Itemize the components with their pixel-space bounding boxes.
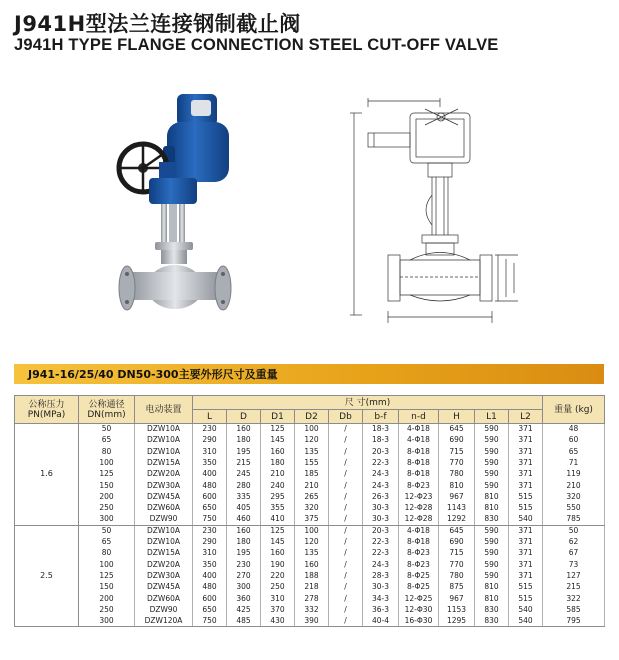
table-row (15, 536, 605, 547)
table-cell: 48 (543, 424, 605, 435)
table-cell: 400 (193, 469, 227, 480)
table-cell: 400 (193, 570, 227, 581)
table-cell: 12-Φ30 (399, 604, 439, 615)
table-cell: 20-3 (363, 446, 399, 457)
table-cell: 515 (509, 582, 543, 593)
table-cell: 600 (193, 491, 227, 502)
table-cell: 1292 (439, 514, 475, 525)
table-cell: 24-3 (363, 469, 399, 480)
table-cell: 785 (543, 514, 605, 525)
table-cell: 810 (475, 503, 509, 514)
table-cell: / (329, 616, 363, 627)
table-cell: 73 (543, 559, 605, 570)
table-cell: DZW10A (135, 435, 193, 446)
table-cell: 350 (193, 559, 227, 570)
table-cell: DZW10A (135, 536, 193, 547)
table-cell: 371 (509, 446, 543, 457)
table-cell: 218 (295, 582, 329, 593)
pressure-cell: 1.6 (15, 424, 79, 526)
table-cell: 30-3 (363, 503, 399, 514)
table-cell: 65 (79, 435, 135, 446)
table-cell: 590 (475, 525, 509, 536)
table-cell: 50 (79, 525, 135, 536)
header-h: H (439, 410, 475, 424)
table-cell: 195 (227, 548, 261, 559)
table-cell: 310 (193, 548, 227, 559)
table-cell: 34-3 (363, 593, 399, 604)
table-cell: 240 (261, 480, 295, 491)
table-cell: 585 (543, 604, 605, 615)
table-cell: 650 (193, 604, 227, 615)
table-row (15, 582, 605, 593)
table-cell: 12-Φ23 (399, 491, 439, 502)
table-cell: 715 (439, 548, 475, 559)
table-cell: 160 (261, 446, 295, 457)
table-cell: 8-Φ25 (399, 570, 439, 581)
table-cell: 8-Φ23 (399, 480, 439, 491)
table-cell: DZW10A (135, 525, 193, 536)
table-cell: 690 (439, 536, 475, 547)
table-cell: 460 (227, 514, 261, 525)
table-cell: 645 (439, 424, 475, 435)
table-cell: DZW20A (135, 559, 193, 570)
table-cell: 80 (79, 548, 135, 559)
table-cell: 120 (295, 536, 329, 547)
table-cell: 125 (261, 525, 295, 536)
table-cell: 795 (543, 616, 605, 627)
table-cell: 371 (509, 570, 543, 581)
header-l2: L2 (509, 410, 543, 424)
table-cell: 40-4 (363, 616, 399, 627)
table-cell: 125 (261, 424, 295, 435)
table-row (15, 570, 605, 581)
table-cell: 405 (227, 503, 261, 514)
table-cell: 967 (439, 593, 475, 604)
table-cell: 270 (227, 570, 261, 581)
table-cell: 650 (193, 503, 227, 514)
table-cell: 540 (509, 604, 543, 615)
table-cell: 425 (227, 604, 261, 615)
table-cell: 600 (193, 593, 227, 604)
header-dn: 公称通径 DN(mm) (79, 396, 135, 424)
table-cell: DZW90 (135, 604, 193, 615)
table-cell: / (329, 457, 363, 468)
table-cell: 590 (475, 469, 509, 480)
table-cell: 830 (475, 604, 509, 615)
table-cell: 250 (79, 503, 135, 514)
page-title-en: J941H TYPE FLANGE CONNECTION STEEL CUT-OFF VALVE (14, 36, 499, 54)
table-cell: 215 (543, 582, 605, 593)
table-cell: 125 (79, 469, 135, 480)
header-d: D (227, 410, 261, 424)
table-cell: / (329, 469, 363, 480)
table-cell: 20-3 (363, 525, 399, 536)
table-cell: 18-3 (363, 424, 399, 435)
header-d1: D1 (261, 410, 295, 424)
table-cell: 30-3 (363, 514, 399, 525)
table-row (15, 503, 605, 514)
table-row (15, 604, 605, 615)
table-cell: DZW10A (135, 446, 193, 457)
table-cell: 4-Φ18 (399, 435, 439, 446)
table-cell: 300 (227, 582, 261, 593)
table-cell: / (329, 604, 363, 615)
table-cell: 830 (475, 616, 509, 627)
table-cell: / (329, 570, 363, 581)
table-cell: 590 (475, 559, 509, 570)
table-cell: 320 (543, 491, 605, 502)
table-cell: 410 (261, 514, 295, 525)
dimension-weight-table (14, 395, 605, 627)
table-cell: DZW30A (135, 570, 193, 581)
table-cell: / (329, 593, 363, 604)
table-cell: DZW15A (135, 548, 193, 559)
table-cell: 810 (475, 491, 509, 502)
table-cell: 322 (543, 593, 605, 604)
table-row (15, 424, 605, 435)
table-cell: 390 (295, 616, 329, 627)
table-cell: 150 (79, 480, 135, 491)
table-cell: 290 (193, 536, 227, 547)
table-cell: 30-3 (363, 582, 399, 593)
table-cell: 210 (295, 480, 329, 491)
table-cell: / (329, 514, 363, 525)
table-cell: 1295 (439, 616, 475, 627)
table-row (15, 446, 605, 457)
table-cell: 371 (509, 525, 543, 536)
table-cell: / (329, 446, 363, 457)
table-cell: 80 (79, 446, 135, 457)
table-cell: 810 (439, 480, 475, 491)
table-cell: 67 (543, 548, 605, 559)
table-cell: DZW120A (135, 616, 193, 627)
header-nd: n-d (399, 410, 439, 424)
table-cell: 190 (261, 559, 295, 570)
table-cell: 215 (227, 457, 261, 468)
table-cell: 8-Φ18 (399, 446, 439, 457)
table-cell: 180 (261, 457, 295, 468)
table-cell: 26-3 (363, 491, 399, 502)
table-cell: 160 (295, 559, 329, 570)
table-cell: 220 (261, 570, 295, 581)
table-cell: 485 (227, 616, 261, 627)
spec-table-banner (14, 364, 604, 384)
table-cell: 332 (295, 604, 329, 615)
header-d2: D2 (295, 410, 329, 424)
table-cell: 230 (193, 424, 227, 435)
table-cell: 355 (261, 503, 295, 514)
table-cell: 12-Φ28 (399, 503, 439, 514)
table-cell: 480 (193, 480, 227, 491)
table-row (15, 525, 605, 536)
table-cell: 100 (79, 559, 135, 570)
table-cell: 295 (261, 491, 295, 502)
table-cell: 830 (475, 514, 509, 525)
table-row (15, 435, 605, 446)
table-cell: DZW45A (135, 582, 193, 593)
table-cell: 160 (227, 424, 261, 435)
table-cell: 540 (509, 616, 543, 627)
table-cell: 50 (79, 424, 135, 435)
table-cell: 8-Φ23 (399, 559, 439, 570)
table-cell: 24-3 (363, 559, 399, 570)
table-cell: 300 (79, 616, 135, 627)
table-cell: 145 (261, 435, 295, 446)
table-cell: 1153 (439, 604, 475, 615)
pressure-cell: 2.5 (15, 525, 79, 627)
table-cell: 715 (439, 446, 475, 457)
header-dimensions: 尺 寸(mm) (193, 396, 543, 410)
table-cell: DZW20A (135, 469, 193, 480)
table-cell: 127 (543, 570, 605, 581)
table-cell: / (329, 503, 363, 514)
table-cell: 65 (79, 536, 135, 547)
valve-product-image (105, 92, 240, 332)
header-bf: b-f (363, 410, 399, 424)
table-cell: 515 (509, 491, 543, 502)
table-cell: 188 (295, 570, 329, 581)
table-cell: 185 (295, 469, 329, 480)
table-cell: 335 (227, 491, 261, 502)
table-cell: 12-Φ28 (399, 514, 439, 525)
table-cell: 145 (261, 536, 295, 547)
table-cell: 290 (193, 435, 227, 446)
table-cell: 590 (475, 480, 509, 491)
table-cell: 371 (509, 435, 543, 446)
table-cell: 430 (261, 616, 295, 627)
table-cell: 590 (475, 457, 509, 468)
table-row (15, 491, 605, 502)
header-device: 电动装置 (135, 396, 193, 424)
table-cell: 155 (295, 457, 329, 468)
table-cell: 24-3 (363, 480, 399, 491)
table-cell: 371 (509, 548, 543, 559)
table-cell: 310 (261, 593, 295, 604)
table-cell: 4-Φ18 (399, 424, 439, 435)
table-cell: 360 (227, 593, 261, 604)
table-cell: 265 (295, 491, 329, 502)
table-cell: 250 (79, 604, 135, 615)
table-cell: 375 (295, 514, 329, 525)
table-cell: 12-Φ25 (399, 593, 439, 604)
header-l1: L1 (475, 410, 509, 424)
table-cell: 810 (475, 593, 509, 604)
table-cell: 100 (295, 525, 329, 536)
table-cell: 1143 (439, 503, 475, 514)
table-row (15, 593, 605, 604)
table-cell: 135 (295, 446, 329, 457)
table-cell: 770 (439, 559, 475, 570)
table-cell: 540 (509, 514, 543, 525)
table-cell: 210 (261, 469, 295, 480)
table-cell: 150 (79, 582, 135, 593)
table-cell: 550 (543, 503, 605, 514)
banner-title: J941-16/25/40 DN50-300主要外形尺寸及重量 (28, 368, 278, 381)
table-cell: 4-Φ18 (399, 525, 439, 536)
table-cell: 590 (475, 570, 509, 581)
table-cell: 590 (475, 536, 509, 547)
table-cell: 8-Φ18 (399, 457, 439, 468)
table-row (15, 548, 605, 559)
table-cell: 371 (509, 457, 543, 468)
table-cell: 300 (79, 514, 135, 525)
table-cell: 62 (543, 536, 605, 547)
table-cell: 371 (509, 536, 543, 547)
table-cell: DZW30A (135, 480, 193, 491)
table-cell: DZW60A (135, 503, 193, 514)
table-cell: 195 (227, 446, 261, 457)
table-cell: 50 (543, 525, 605, 536)
table-cell: 310 (193, 446, 227, 457)
table-cell: 750 (193, 616, 227, 627)
table-cell: 350 (193, 457, 227, 468)
table-cell: DZW90 (135, 514, 193, 525)
table-cell: 8-Φ18 (399, 469, 439, 480)
table-cell: / (329, 525, 363, 536)
header-l: L (193, 410, 227, 424)
table-cell: 18-3 (363, 435, 399, 446)
table-cell: 750 (193, 514, 227, 525)
table-row (15, 457, 605, 468)
header-pn: 公称压力 PN(MPa) (15, 396, 79, 424)
page-title-cn: J941H型法兰连接钢制截止阀 (14, 12, 301, 36)
table-cell: 120 (295, 435, 329, 446)
table-cell: 230 (227, 559, 261, 570)
table-cell: 180 (227, 435, 261, 446)
table-cell: 100 (295, 424, 329, 435)
table-cell: 100 (79, 457, 135, 468)
table-row (15, 559, 605, 570)
table-cell: 160 (261, 548, 295, 559)
table-cell: 22-3 (363, 457, 399, 468)
table-cell: 22-3 (363, 536, 399, 547)
valve-dimension-drawing (340, 95, 530, 340)
table-cell: / (329, 548, 363, 559)
table-cell: 371 (509, 469, 543, 480)
table-cell: 875 (439, 582, 475, 593)
table-cell: 200 (79, 491, 135, 502)
table-cell: 278 (295, 593, 329, 604)
table-cell: / (329, 424, 363, 435)
table-cell: DZW45A (135, 491, 193, 502)
table-cell: 770 (439, 457, 475, 468)
table-cell: 371 (509, 480, 543, 491)
table-cell: 180 (227, 536, 261, 547)
table-cell: / (329, 559, 363, 570)
table-cell: DZW10A (135, 424, 193, 435)
table-cell: 65 (543, 446, 605, 457)
table-cell: 515 (509, 503, 543, 514)
table-cell: 690 (439, 435, 475, 446)
table-cell: 22-3 (363, 548, 399, 559)
table-cell: 515 (509, 593, 543, 604)
header-db: Db (329, 410, 363, 424)
table-cell: 590 (475, 435, 509, 446)
table-cell: 119 (543, 469, 605, 480)
table-cell: DZW60A (135, 593, 193, 604)
table-cell: 780 (439, 570, 475, 581)
table-cell: / (329, 491, 363, 502)
table-row (15, 616, 605, 627)
table-cell: 135 (295, 548, 329, 559)
table-cell: 230 (193, 525, 227, 536)
table-cell: 160 (227, 525, 261, 536)
table-cell: 125 (79, 570, 135, 581)
table-cell: DZW15A (135, 457, 193, 468)
table-row (15, 514, 605, 525)
table-cell: 8-Φ23 (399, 548, 439, 559)
table-cell: 71 (543, 457, 605, 468)
table-row (15, 480, 605, 491)
table-cell: 250 (261, 582, 295, 593)
table-row (15, 469, 605, 480)
table-cell: 967 (439, 491, 475, 502)
table-cell: 200 (79, 593, 135, 604)
table-cell: 645 (439, 525, 475, 536)
table-cell: 8-Φ18 (399, 536, 439, 547)
table-cell: 590 (475, 548, 509, 559)
table-cell: 320 (295, 503, 329, 514)
table-cell: / (329, 435, 363, 446)
table-cell: 780 (439, 469, 475, 480)
table-cell: 370 (261, 604, 295, 615)
table-body (15, 424, 605, 627)
table-cell: 36-3 (363, 604, 399, 615)
table-cell: 210 (543, 480, 605, 491)
table-cell: / (329, 582, 363, 593)
table-cell: 590 (475, 446, 509, 457)
table-cell: 16-Φ30 (399, 616, 439, 627)
table-cell: 8-Φ25 (399, 582, 439, 593)
table-cell: 245 (227, 469, 261, 480)
table-cell: 810 (475, 582, 509, 593)
table-cell: 28-3 (363, 570, 399, 581)
table-cell: / (329, 536, 363, 547)
table-cell: 590 (475, 424, 509, 435)
table-cell: 371 (509, 424, 543, 435)
table-cell: / (329, 480, 363, 491)
header-weight: 重量 (kg) (543, 396, 605, 424)
table-cell: 60 (543, 435, 605, 446)
table-cell: 280 (227, 480, 261, 491)
table-cell: 371 (509, 559, 543, 570)
table-cell: 480 (193, 582, 227, 593)
